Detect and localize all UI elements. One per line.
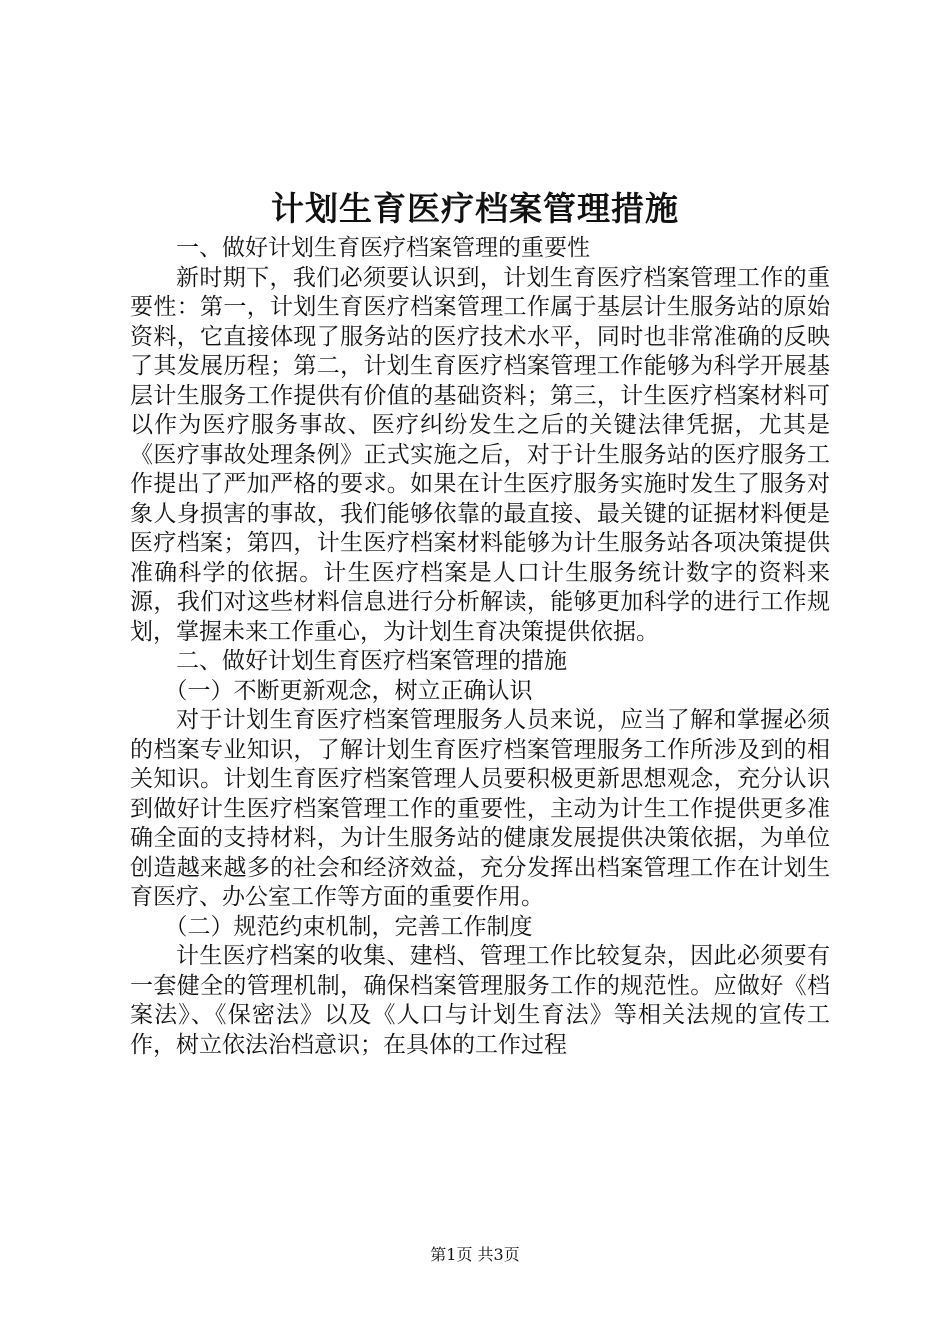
paragraph-importance: 新时期下，我们必须要认识到，计划生育医疗档案管理工作的重要性：第一，计划生育医疗档案管理工作属于基层计生服务站的原始资料，它直接体现了服务站的医疗技术水平，同时也非常准确的反映了其发展历程；第二，计划生育医疗档案管理工作能够为科学开展基层计生服务工作提供有价值的基础资料；第三，计生医疗档案材料可以作为医疗服务事故、医疗纠纷发生之后的关键法律凭据，尤其是《医疗事故处理条例》正式实施之后，对于计生服务站的医疗服务工作提出了严加严格的要求。如果在计生医疗服务实施时发生了服务对象人身损害的事故，我们能够依靠的最直接、最关键的证据材料便是医疗档案；第四，计生医疗档案材料能够为计生服务站各项决策提供准确科学的依据。计生医疗档案是人口计生服务统计数字的资料来源，我们对这些材料信息进行分析解读，能够更加科学的进行工作规划，掌握未来工作重心，为计划生育决策提供依据。 bbox=[130, 264, 830, 645]
section-heading-1: 一、做好计划生育医疗档案管理的重要性 bbox=[176, 235, 590, 261]
document-body bbox=[130, 234, 830, 1060]
paragraph-concepts: 对于计划生育医疗档案管理服务人员来说，应当了解和掌握必须的档案专业知识，了解计划生育医疗档案管理服务工作所涉及到的相关知识。计划生育医疗档案管理人员要积极更新思想观念，充分认识到做好计生医疗档案管理工作的重要性，主动为计生工作提供更多准确全面的支持材料，为计生服务站的健康发展提供决策依据，为单位创造越来越多的社会和经济效益，充分发挥出档案管理工作在计划生育医疗、办公室工作等方面的重要作用。 bbox=[130, 707, 830, 910]
section-heading-2: 二、做好计划生育医疗档案管理的措施 bbox=[176, 648, 567, 674]
document-title: 计划生育医疗档案管理措施 bbox=[271, 189, 679, 228]
paragraph-mechanism: 计生医疗档案的收集、建档、管理工作比较复杂，因此必须要有一套健全的管理机制，确保档案管理服务工作的规范性。应做好《档案法》、《保密法》以及《人口与计划生育法》等相关法规的宣传工作，树立依法治档意识；在具体的工作过程 bbox=[130, 943, 830, 1058]
subheading-2: （二）规范约束机制，完善工作制度 bbox=[164, 913, 533, 940]
page-number-footer: 第1页 共3页 bbox=[430, 1245, 520, 1264]
subheading-1: （一）不断更新观念，树立正确认识 bbox=[164, 677, 533, 704]
